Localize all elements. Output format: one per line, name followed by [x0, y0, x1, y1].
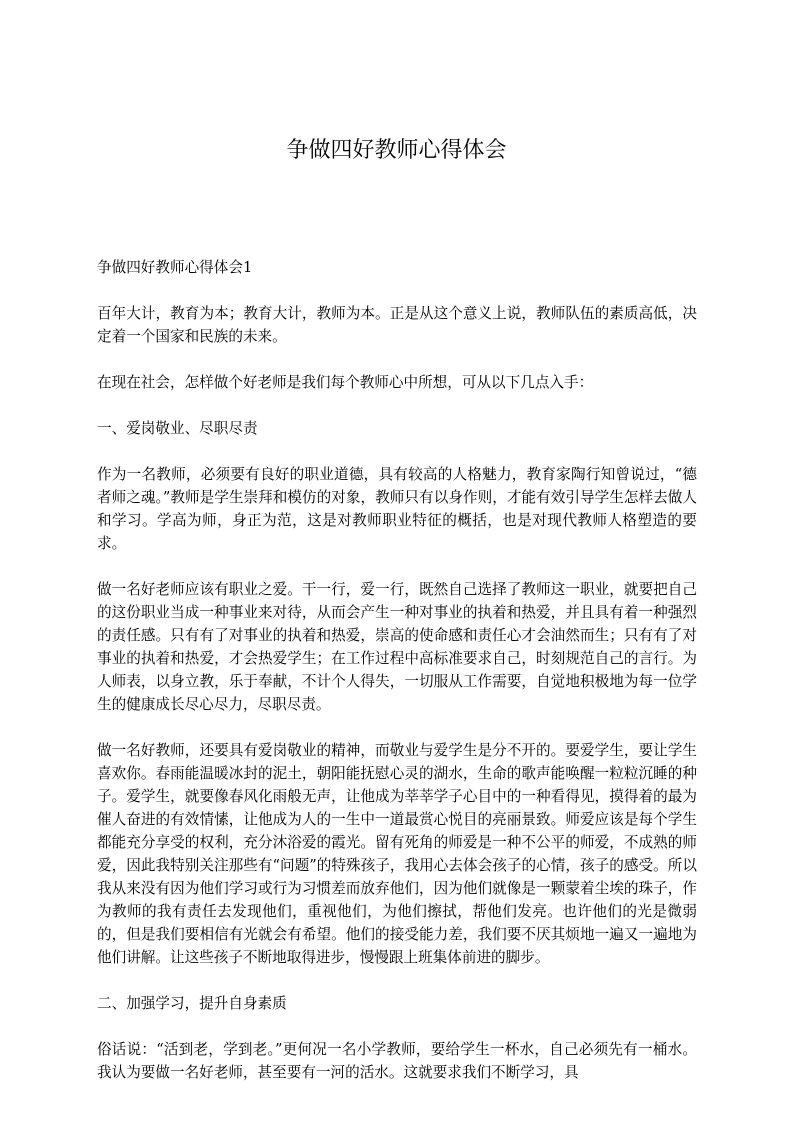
- document-title: 争做四好教师心得体会: [286, 138, 507, 163]
- paragraph-learning: 俗话说：“活到老，学到老。”更何况一名小学教师，要给学生一杯水，自己必须先有一桶水。我认为要做一名好老师，甚至要有一河的活水。这就要求我们不断学习，具: [97, 1041, 697, 1081]
- section-heading-2: 二、加强学习，提升自身素质: [97, 995, 287, 1012]
- paragraph-career-love: 做一名好老师应该有职业之爱。干一行，爱一行，既然自己选择了教师这一职业，就要把自己的这份职业当成一种事业来对待，从而会产生一种对事业的执着和热爱，并且具有着一种强烈的责任感。只有有了对事业的执着和热爱，崇高的使命感和责任心才会油然而生；只有有了对事业的执着和热爱，才会热爱学生；在工作过程中高标准要求自己，时刻规范自己的言行。为人师表，以身立教，乐于奉献，不计个人得失，一切服从工作需要，自觉地积极地为每一位学生的健康成长尽心尽力，尽职尽责。: [97, 581, 697, 713]
- paragraph-ethics: 作为一名教师，必须要有良好的职业道德，具有较高的人格魅力，教育家陶行知曾说过，“德者师之魂。”教师是学生崇拜和模仿的对象，教师只有以身作则，才能有效引导学生怎样去做人和学习。学高为师，身正为范，这是对教师职业特征的概括，也是对现代教师人格塑造的要求。: [97, 466, 697, 552]
- section-heading-1: 一、爱岗敬业、尽职尽责: [97, 420, 258, 437]
- paragraph-love-students: 做一名好教师，还要具有爱岗敬业的精神，而敬业与爱学生是分不开的。要爱学生，要让学生喜欢你。春雨能温暖冰封的泥土，朝阳能抚慰心灵的湖水，生命的歌声能唤醒一粒粒沉睡的种子。爱学生，就要像春风化雨般无声，让他成为莘莘学子心目中的一种看得见，摸得着的最为催人奋进的有效情愫，让他成为人的一生中一道最赏心悦目的亮丽景致。师爱应该是每个学生都能充分享受的权利，充分沐浴爱的霞光。留有死角的师爱是一种不公平的师爱，不成熟的师爱，因此我特别关注那些有“问题”的特殊孩子，我用心去体会孩子的心情，孩子的感受。所以我从来没有因为他们学习或行为习惯差而放弃他们，因为他们就像是一颗蒙着尘埃的珠子，作为教师的我有责任去发现他们，重视他们，为他们擦拭，帮他们发亮。也许他们的光是微弱的，但是我们要相信有光就会有希望。他们的接受能力差，我们要不厌其烦地一遍又一遍地为他们讲解。让这些孩子不断地取得进步，慢慢跟上班集体前进的脚步。: [97, 742, 697, 966]
- paragraph-question: 在现在社会，怎样做个好老师是我们每个教师心中所想，可从以下几点入手：: [97, 374, 594, 391]
- paragraph-intro: 百年大计，教育为本；教育大计，教师为本。正是从这个意义上说，教师队伍的素质高低，决定着一个国家和民族的未来。: [97, 305, 697, 345]
- section-subtitle: 争做四好教师心得体会1: [97, 259, 253, 276]
- document-body: [97, 256, 697, 1107]
